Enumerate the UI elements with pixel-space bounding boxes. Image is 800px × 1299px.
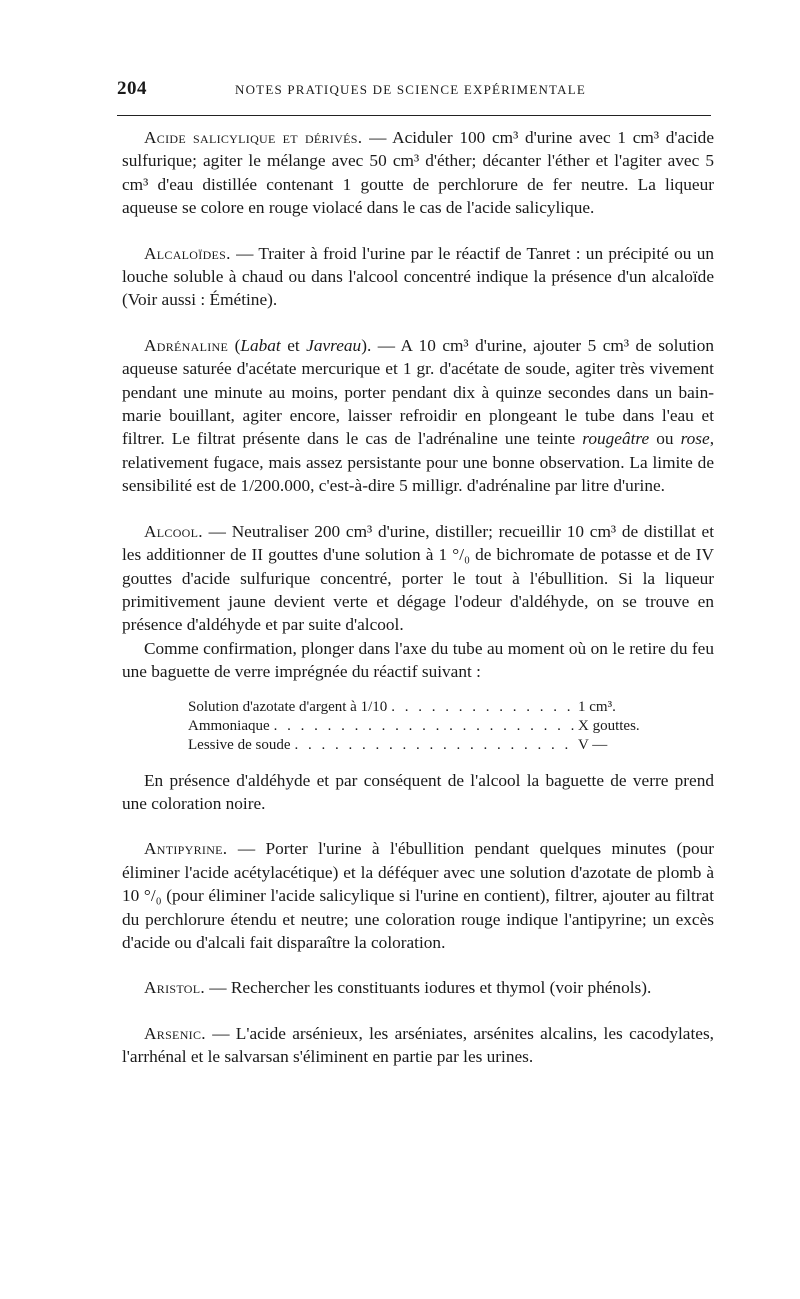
author-name: Labat — [240, 335, 281, 355]
reagent-row — [188, 717, 658, 736]
author-name: Javreau — [306, 335, 362, 355]
entry-term: Alcool. — [144, 521, 203, 541]
paragraph — [122, 520, 714, 637]
emphasis-text: rose — [680, 429, 710, 449]
reagent-list — [188, 698, 658, 755]
reagent-name: Ammoniaque — [188, 717, 270, 734]
entry-text: — Porter l'urine à l'ébullition pendant quelques minutes (pour éliminer l'acide acétylacétique) et la déféquer avec une solution d'azotate de plomb à 10 °/₀ (pour éliminer l'acide salicylique si l'urine en contient), filtrer, ajouter au filtrat du perchlorure étendu et neutre; une coloration rouge indique l'antipyrine; un excès d'acide ou d'alcali fait disparaître la coloration. — [122, 839, 714, 952]
running-head — [117, 78, 711, 106]
entry-term: Acide salicylique et dérivés. — [144, 128, 363, 147]
paren-close: ). — [361, 335, 372, 355]
paragraph — [122, 334, 714, 498]
entry-text: — Neutraliser 200 cm³ d'urine, distiller; recueillir 10 cm³ de distillat et les additionner de II gouttes d'une solution à 1 °/₀ de bichromate de potasse et de IV gouttes d'acide sulfurique concentré, porter le tout à l'ébullition. Si la liqueur primitivement jaune devient verte et dégage l'odeur d'aldéhyde, on se trouve en présence d'aldéhyde et par suite d'alcool. — [122, 521, 714, 635]
leader-dots — [294, 736, 574, 755]
entry-term: Antipyrine. — [144, 839, 228, 859]
reagent-quantity: 1 cm³. — [578, 698, 616, 715]
reagent-quantity: X gouttes. — [578, 717, 640, 734]
reagent-name: Lessive de soude — [188, 736, 291, 753]
page-number: 204 — [117, 78, 147, 99]
reagent-name: Solution d'azotate d'argent à 1/10 — [188, 698, 388, 715]
entry-aristol — [122, 976, 714, 999]
entry-term: Aristol. — [144, 978, 205, 998]
leader-dots — [391, 698, 574, 717]
entry-text: — Rechercher les constituants iodures et thymol (voir phénols). — [204, 978, 652, 998]
reagent-row — [188, 736, 658, 755]
header-rule — [117, 115, 711, 116]
entry-acide-salicylique — [122, 126, 714, 220]
entry-alcaloides — [122, 242, 714, 312]
entry-term: Adrénaline — [144, 335, 229, 355]
emphasis-text: rougeâtre — [582, 429, 650, 449]
page-body — [122, 126, 714, 1069]
entry-text: — L'acide arsénieux, les arséniates, arsénites alcalins, les cacodylates, l'arrhénal et le salvarsan s'éliminent en partie par les urines. — [122, 1023, 714, 1067]
conjunction: et — [280, 335, 307, 355]
entry-text: — Aciduler 100 cm³ d'urine avec 1 cm³ d'acide sulfurique; agiter le mélange avec 50 cm³ d'éther; décanter l'éther et l'agiter avec 5 cm³ d'eau distillée contenant 1 goutte de perchlorure de fer neutre. La liqueur aqueuse se colore en rouge violacé dans le cas de l'acide salicylique. — [122, 128, 714, 218]
entry-text: , relativement fugace, mais assez persistante pour une bonne observation. La limite de sensibilité est de 1/200.000, c'est-à-dire 5 milligr. d'adrénaline par litre d'urine. — [122, 429, 715, 496]
paragraph — [122, 976, 714, 999]
paragraph — [122, 1022, 714, 1069]
paragraph — [122, 126, 714, 220]
entry-alcool — [122, 520, 714, 816]
leader-dots — [274, 717, 574, 736]
entry-text: — A 10 cm³ d'urine, ajouter 5 cm³ de solution aqueuse saturée d'acétate mercurique et 1 gr. d'acétate de soude, agiter très vivement pendant une minute au moins, porter pendant dix à quinze secondes dans un bain-marie bouillant, agiter encore, laisser refroidir en plongeant le tube dans l'eau et filtrer. Le filtrat présente dans le cas de l'adrénaline une teinte — [122, 335, 714, 449]
paragraph: Comme confirmation, plonger dans l'axe du tube au moment où on le retire du feu une baguette de verre imprégnée du réactif suivant : — [122, 638, 714, 682]
running-title: NOTES PRATIQUES DE SCIENCE EXPÉRIMENTALE — [235, 82, 587, 97]
entry-text: — Traiter à froid l'urine par le réactif de Tanret : un précipité ou un louche soluble à chaud ou dans l'alcool concentré indique la présence d'un alcaloïde (Voir aussi : Émétine). — [122, 243, 714, 310]
paragraph — [122, 837, 714, 954]
paren-open: ( — [228, 335, 241, 355]
entry-term: Arsenic. — [144, 1023, 206, 1043]
reagent-quantity: V — — [578, 736, 608, 753]
entry-term: Alcaloïdes. — [144, 243, 231, 263]
entry-adrenaline — [122, 334, 714, 498]
reagent-row — [188, 698, 658, 717]
paragraph: En présence d'aldéhyde et par conséquent de l'alcool la baguette de verre prend une coloration noire. — [122, 770, 714, 813]
conjunction: ou — [649, 429, 681, 449]
entry-arsenic — [122, 1022, 714, 1069]
paragraph — [122, 242, 714, 312]
entry-antipyrine — [122, 837, 714, 954]
